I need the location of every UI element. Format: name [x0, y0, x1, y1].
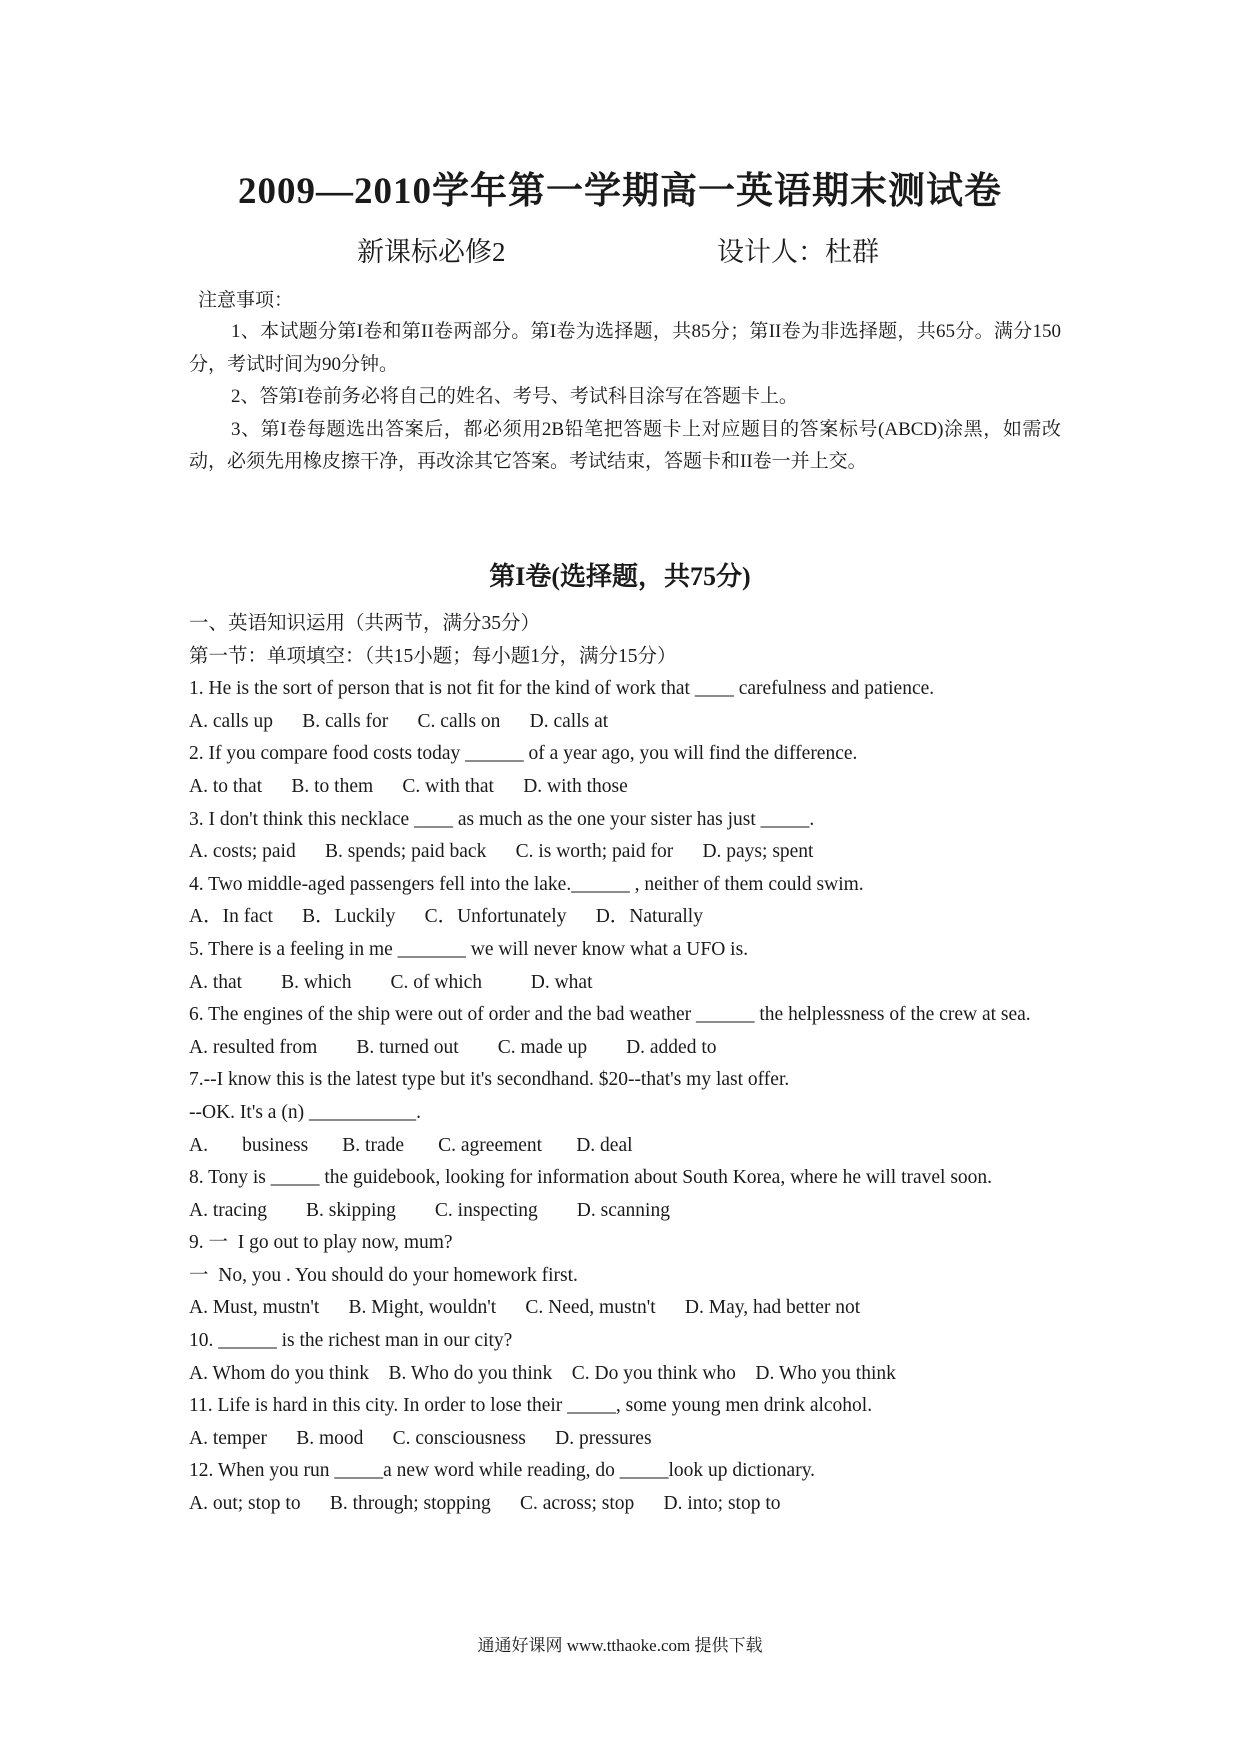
section-heading: 一、英语知识运用（共两节，满分35分）	[189, 613, 541, 634]
subtitle-textbook: 新课标必修2	[357, 237, 506, 267]
question-options: A. costs; paid B. spends; paid back C. is worth; paid for D. pays; spent	[189, 841, 814, 863]
question-stem: 7.--I know this is the latest type but it's secondhand. $20--that's my last offer.	[189, 1069, 790, 1091]
question-stem: 4. Two middle-aged passengers fell into the lake.______ , neither of them could swim.	[189, 873, 864, 895]
question-stem: 8. Tony is _____ the guidebook, looking for information about South Korea, where he will travel soon.	[189, 1167, 993, 1189]
question-stem-reply: --OK. It's a (n) ___________.	[189, 1101, 422, 1123]
question-stem: 5. There is a feeling in me _______ we will never know what a UFO is.	[189, 938, 749, 960]
question-stem-reply: 一 No, you . You should do your homework first.	[189, 1264, 578, 1286]
page-footer: 通通好课网 www.tthaoke.com 提供下载	[477, 1636, 763, 1655]
question-stem: 2. If you compare food costs today ______ of a year ago, you will find the difference.	[189, 743, 858, 765]
subtitle-designer: 设计人：杜群	[717, 237, 879, 267]
question-stem: 10. ______ is the richest man in our city?	[189, 1330, 513, 1352]
question-options: A．In fact B．Luckily C．Unfortunately D．Naturally	[189, 906, 703, 928]
question-stem: 6. The engines of the ship were out of order and the bad weather ______ the helplessness of the crew at sea.	[189, 1004, 1031, 1026]
question-options: A. business B. trade C. agreement D. deal	[189, 1134, 633, 1156]
question-stem: 1. He is the sort of person that is not fit for the kind of work that ____ carefulness and patience.	[189, 678, 935, 700]
question-options: A. calls up B. calls for C. calls on D. calls at	[189, 710, 609, 732]
subsection-heading: 第一节：单项填空：（共15小题；每小题1分，满分15分）	[189, 645, 677, 667]
note-item: 3、第I卷每题选出答案后，都必须用2B铅笔把答题卡上对应题目的答案标号(ABCD)涂黑，如需改动，必须先用橡皮擦干净，再改涂其它答案。考试结束，答题卡和II卷一并上交。	[189, 418, 1061, 472]
question-options: A. resulted from B. turned out C. made up D. added to	[189, 1036, 717, 1058]
question-stem: 12. When you run _____a new word while reading, do _____look up dictionary.	[189, 1460, 816, 1482]
note-item: 1、本试题分第I卷和第II卷两部分。第I卷为选择题，共85分；第II卷为非选择题，共65分。满分150分，考试时间为90分钟。	[189, 321, 1061, 375]
exam-title: 2009—2010学年第一学期高一英语期末测试卷	[238, 171, 1002, 212]
question-stem: 3. I don't think this necklace ____ as much as the one your sister has just _____.	[189, 808, 815, 830]
note-item: 2、答第I卷前务必将自己的姓名、考号、考试科目涂写在答题卡上。	[231, 386, 798, 407]
question-body	[189, 608, 1061, 1521]
question-options: A. out; stop to B. through; stopping C. across; stop D. into; stop to	[189, 1493, 781, 1515]
question-options: A. temper B. mood C. consciousness D. pressures	[189, 1427, 652, 1449]
question-stem: 11. Life is hard in this city. In order to lose their _____, some young men drink alcohol.	[189, 1395, 873, 1417]
question-stem: 9. 一 I go out to play now, mum?	[189, 1232, 453, 1254]
part-one-title: 第I卷(选择题，共75分)	[489, 562, 751, 591]
notes-heading: 注意事项：	[198, 290, 294, 311]
question-options: A. Whom do you think B. Who do you think C. Do you think who D. Who you think	[189, 1362, 896, 1384]
question-options: A. Must, mustn't B. Might, wouldn't C. Need, mustn't D. May, had better not	[189, 1297, 861, 1319]
notes-list	[189, 316, 1061, 479]
question-options: A. to that B. to them C. with that D. with those	[189, 775, 628, 797]
question-options: A. that B. which C. of which D. what	[189, 971, 593, 993]
question-options: A. tracing B. skipping C. inspecting D. scanning	[189, 1199, 670, 1221]
